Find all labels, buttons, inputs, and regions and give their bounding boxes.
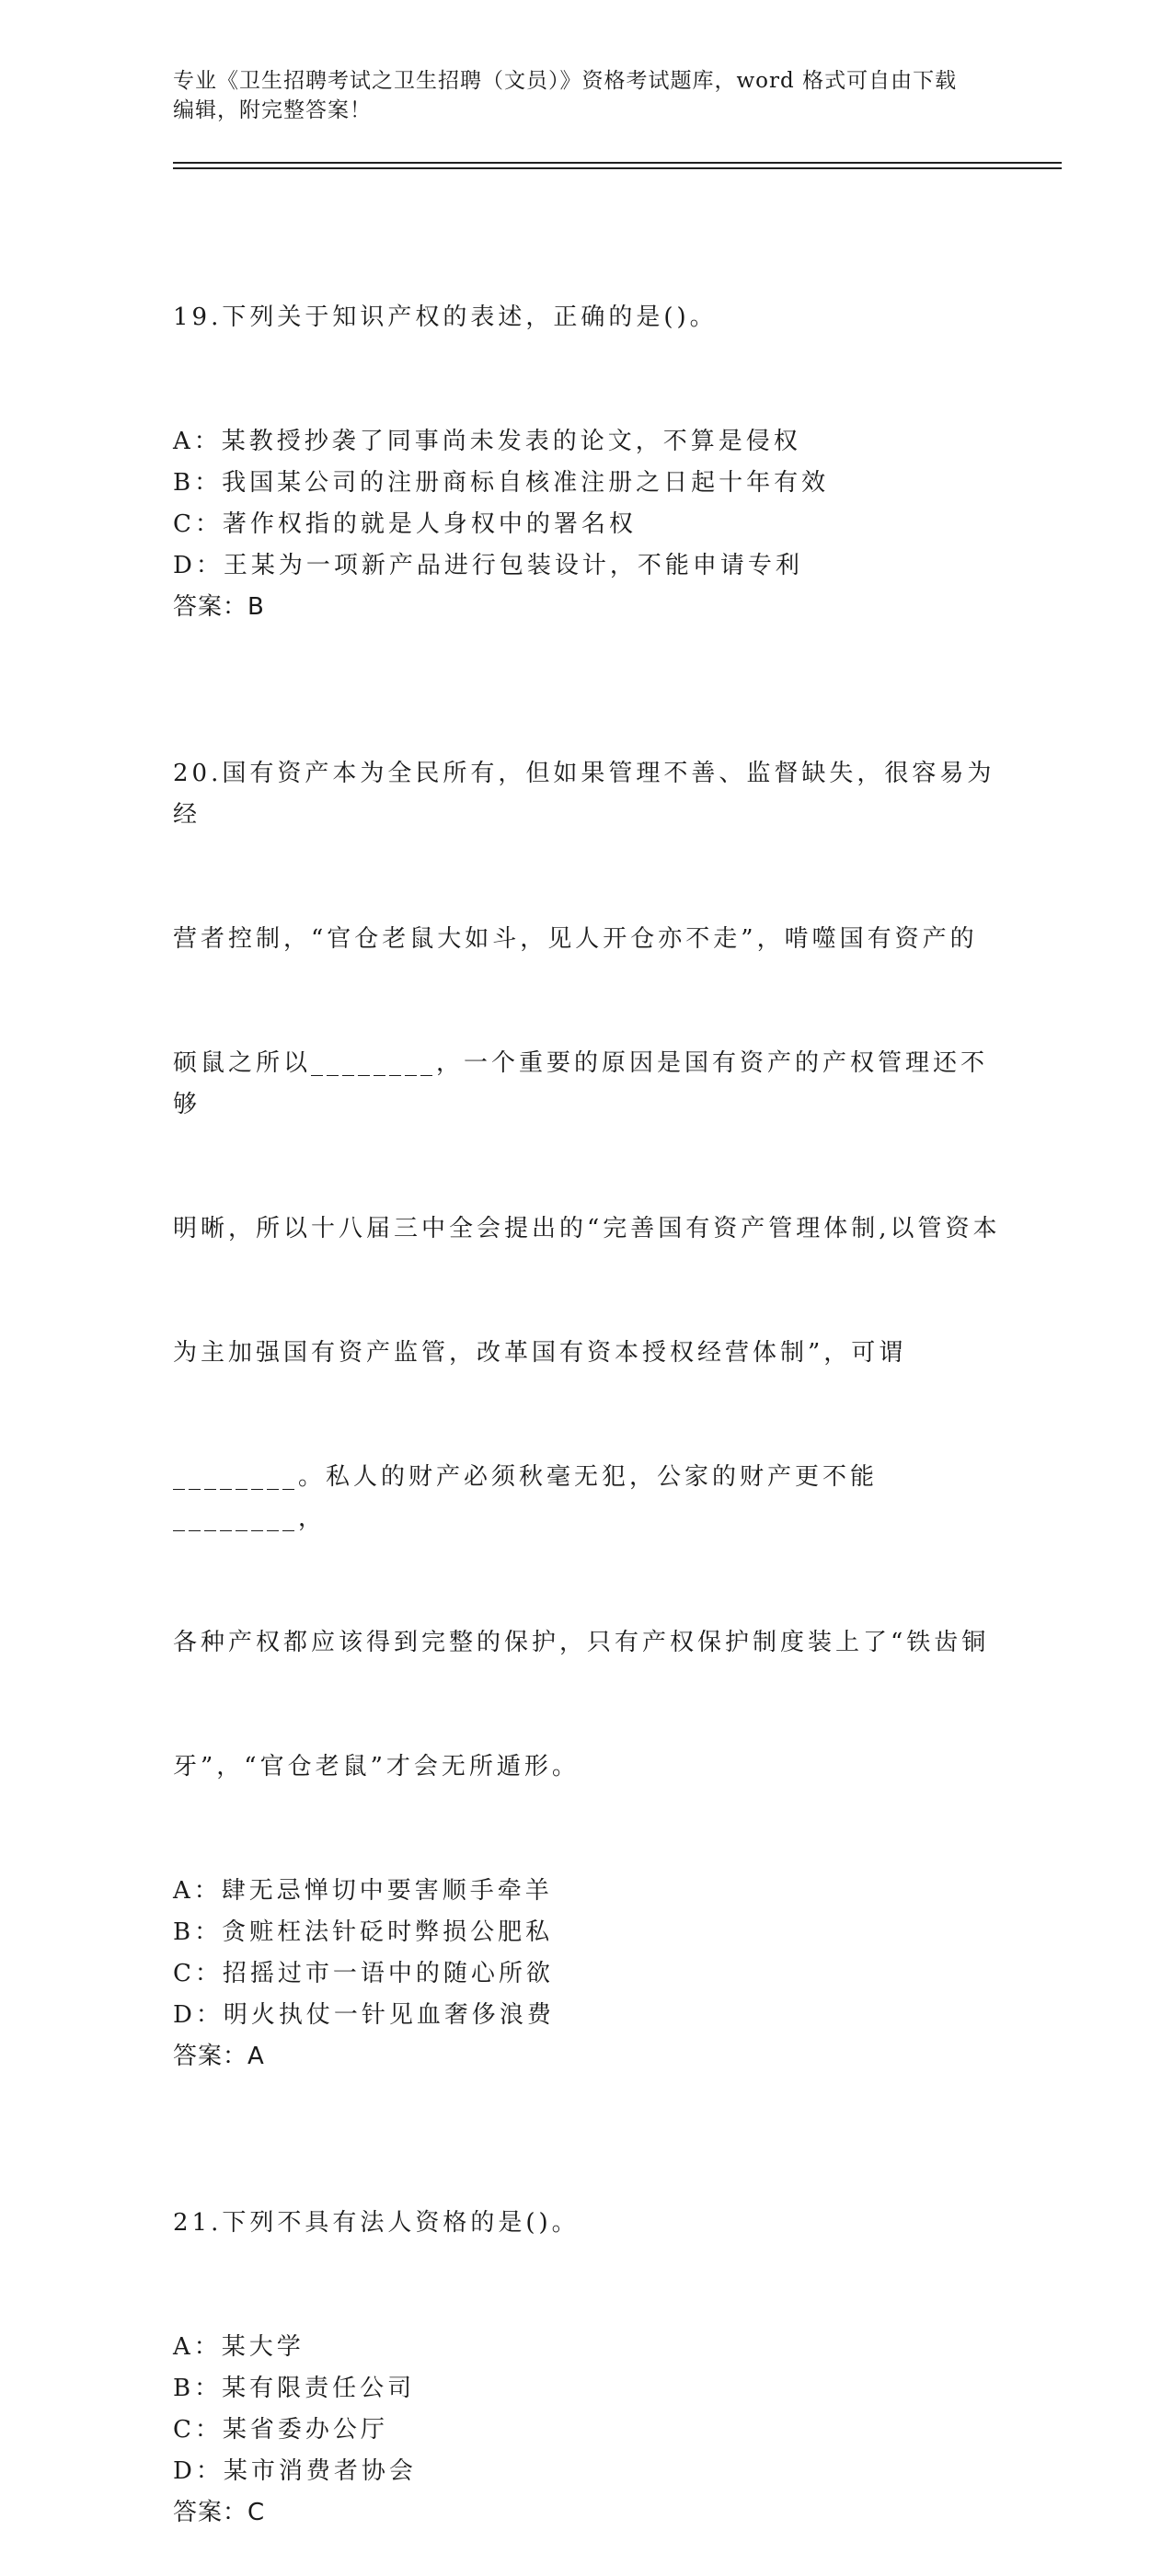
question-stem <box>173 670 1001 1871</box>
question-stem <box>173 214 1001 421</box>
option-a: A：肆无忌惮切中要害顺手牵羊 <box>173 1877 553 1905</box>
answer-line: 答案：B <box>173 593 265 621</box>
header-intro-line-1: 专业《卫生招聘考试之卫生招聘（文员）》资格考试题库，word 格式可自由下载 <box>173 69 958 93</box>
question-stem-line: ________。私人的财产必须秋毫无犯，公家的财产更不能________， <box>173 1463 879 1532</box>
option-a: A：某大学 <box>173 2333 305 2361</box>
question-21 <box>173 2120 1001 2534</box>
question-stem <box>173 2120 1001 2327</box>
option-d: D：某市消费者协会 <box>173 2457 417 2485</box>
question-stem-line: 19.下列关于知识产权的表述，正确的是()。 <box>173 303 718 331</box>
header-divider-top <box>173 162 1062 164</box>
answer-line: 答案：A <box>173 2043 265 2070</box>
option-b: B：贪赃枉法针砭时弊损公肥私 <box>173 1918 554 1946</box>
header-divider-bottom <box>173 167 1062 169</box>
option-d: D：明火执仗一针见血奢侈浪费 <box>173 2001 555 2029</box>
question-list <box>173 214 1001 2576</box>
question-stem-line: 营者控制，“官仓老鼠大如斗，见人开仓亦不走”，啃噬国有资产的 <box>173 925 978 953</box>
question-stem-line: 牙”，“官仓老鼠”才会无所遁形。 <box>173 1753 580 1780</box>
header-intro-line-2: 编辑，附完整答案！ <box>173 98 372 122</box>
answer-line: 答案：C <box>173 2499 266 2526</box>
option-c: C：某省委办公厅 <box>173 2416 388 2444</box>
question-stem-line: 各种产权都应该得到完整的保护，只有产权保护制度装上了“铁齿铜 <box>173 1629 990 1656</box>
option-b: B：我国某公司的注册商标自核准注册之日起十年有效 <box>173 469 830 497</box>
question-20 <box>173 670 1001 2078</box>
option-b: B：某有限责任公司 <box>173 2375 416 2402</box>
document-header <box>173 66 1001 125</box>
option-c: C：招摇过市一语中的随心所欲 <box>173 1960 554 1987</box>
question-stem-line: 硕鼠之所以________，一个重要的原因是国有资产的产权管理还不够 <box>173 1049 989 1118</box>
question-stem-line: 20.国有资产本为全民所有，但如果管理不善、监督缺失，很容易为经 <box>173 760 995 829</box>
option-a: A：某教授抄袭了同事尚未发表的论文，不算是侵权 <box>173 428 801 455</box>
question-stem-line: 为主加强国有资产监管，改革国有资本授权经营体制”，可谓 <box>173 1339 907 1367</box>
question-stem-line: 明晰，所以十八届三中全会提出的“完善国有资产管理体制,以管资本 <box>173 1215 1001 1242</box>
option-c: C：著作权指的就是人身权中的署名权 <box>173 510 637 538</box>
option-d: D：王某为一项新产品进行包装设计，不能申请专利 <box>173 552 803 579</box>
question-19 <box>173 214 1001 628</box>
question-stem-line: 21.下列不具有法人资格的是()。 <box>173 2209 580 2237</box>
